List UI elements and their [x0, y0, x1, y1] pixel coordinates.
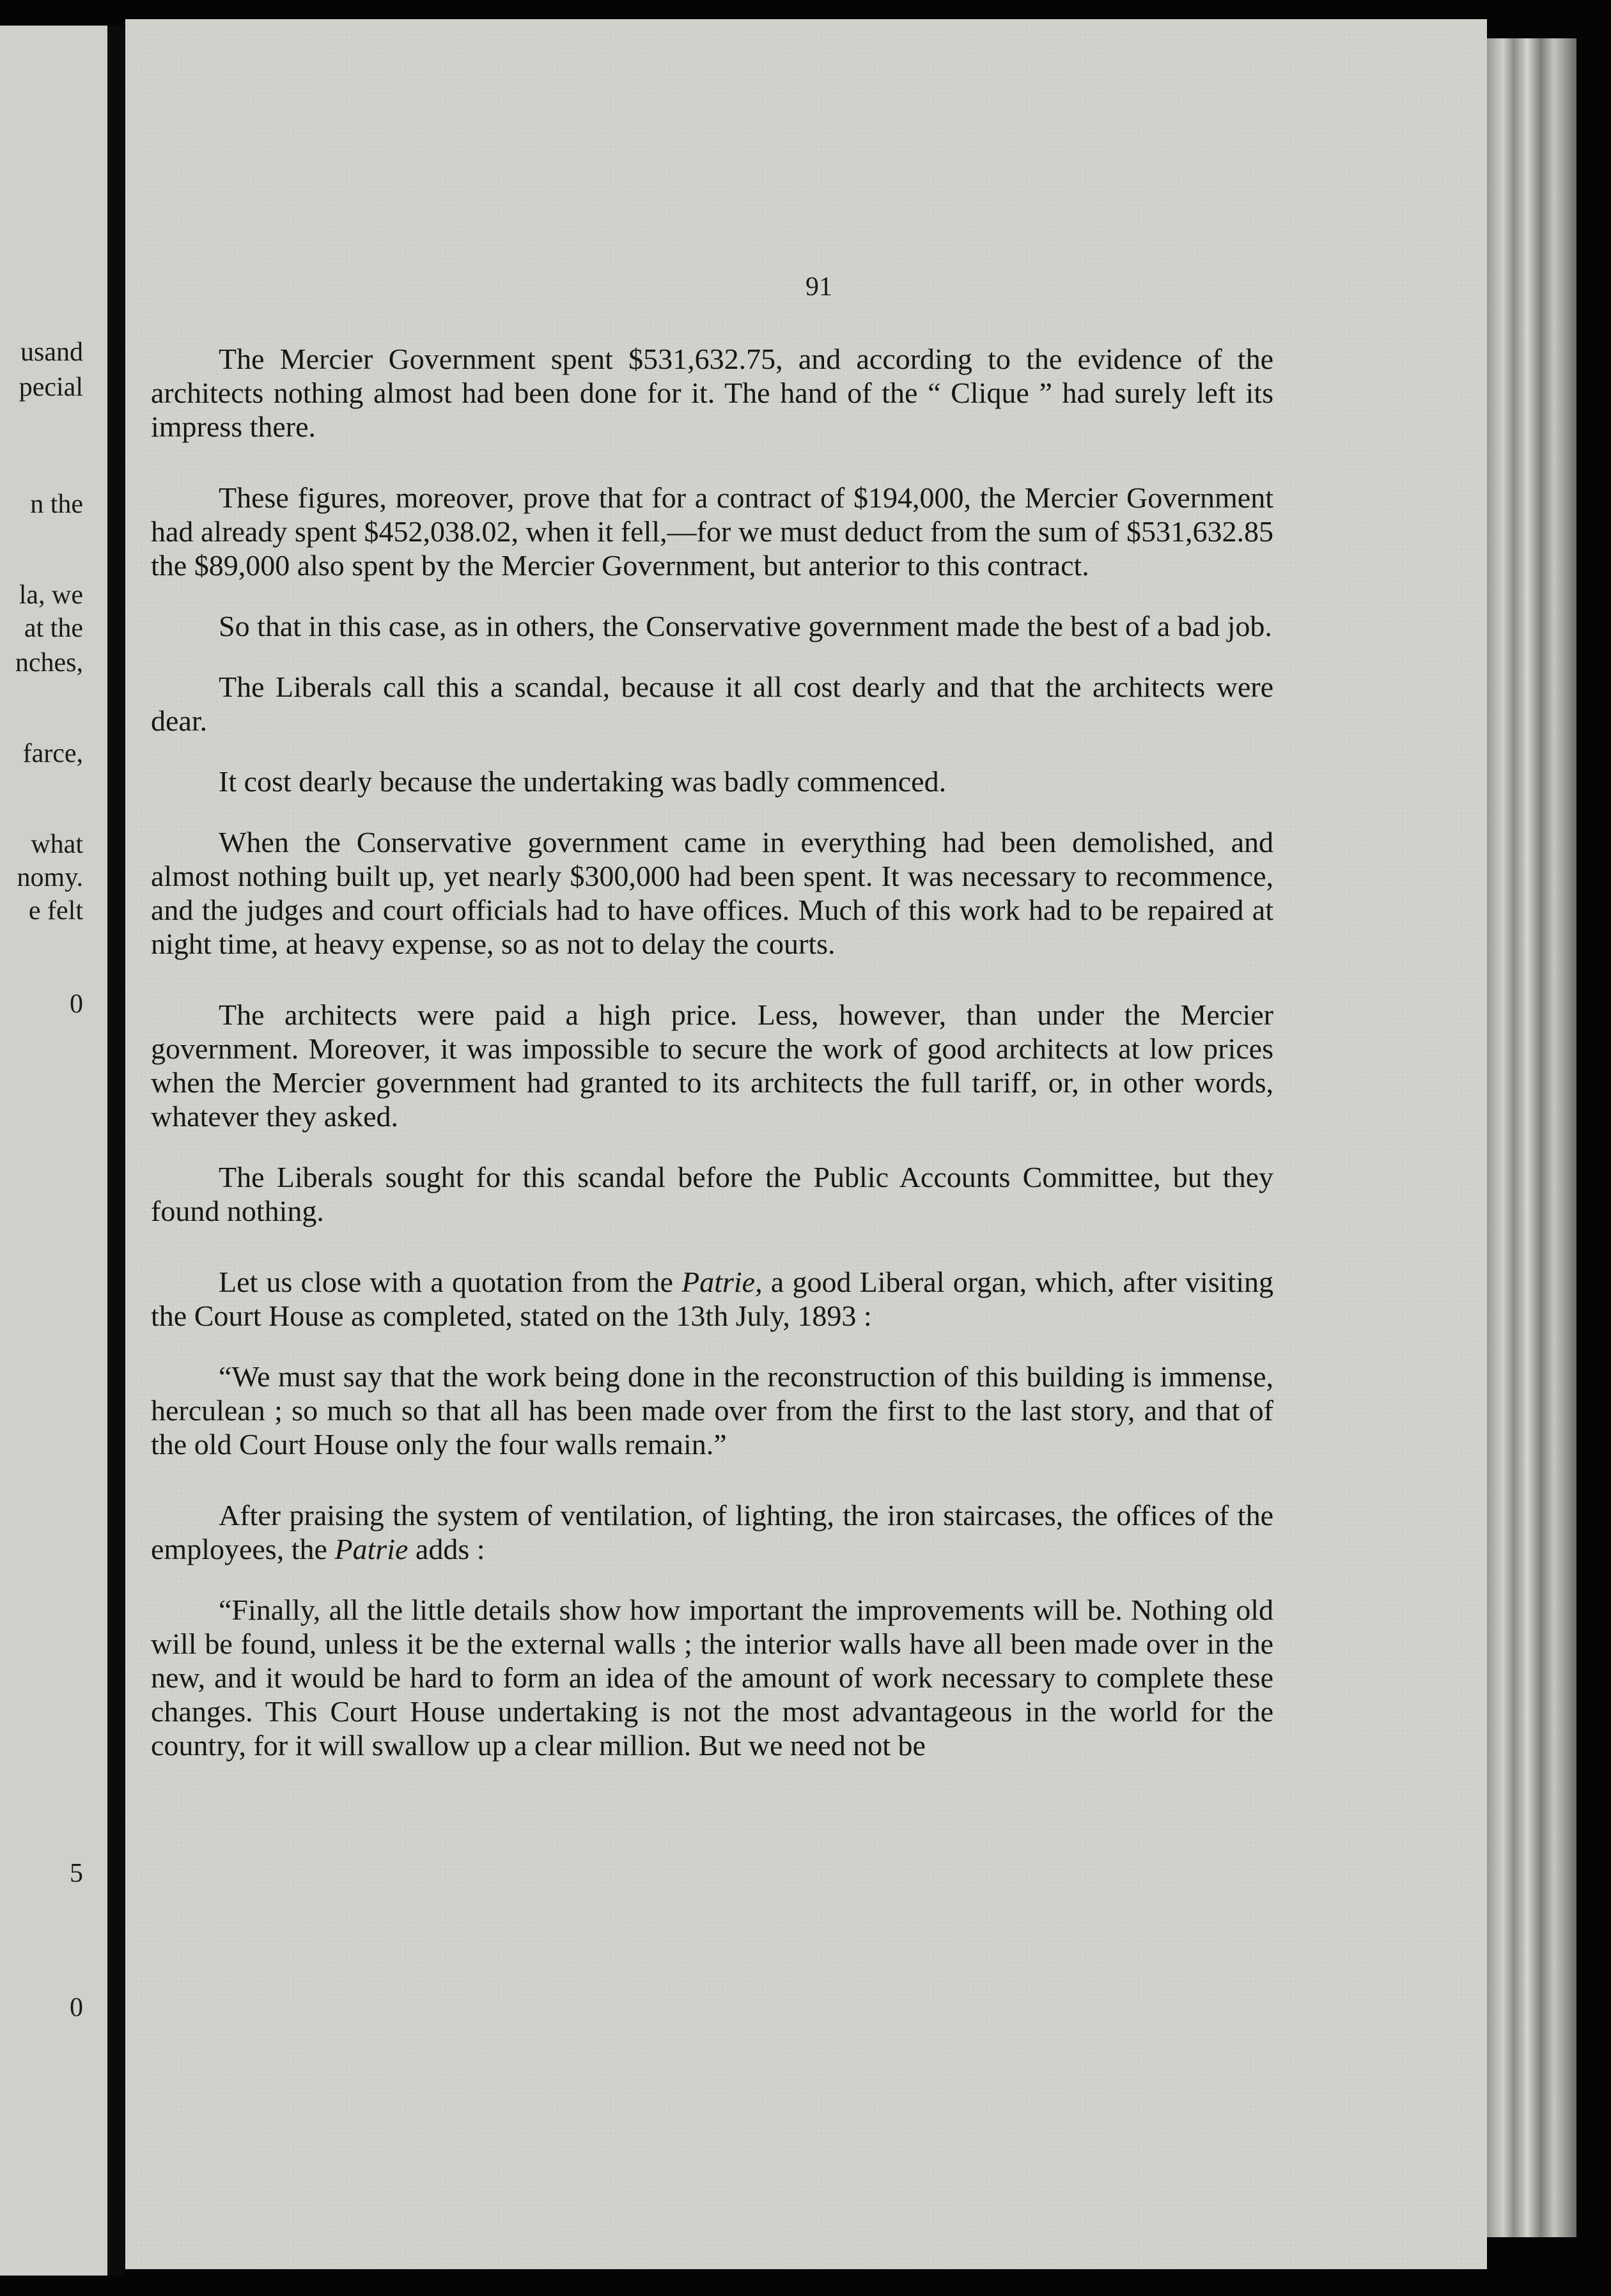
- left-fragment: farce,: [22, 739, 83, 768]
- left-fragment: at the: [24, 614, 83, 643]
- text-run: Let us close with a quotation from the: [219, 1266, 682, 1298]
- paragraph: The Mercier Government spent $531,632.75, and according to the evidence of the architects nothing almost had been done for it. The hand of the “ Clique ” had surely left its impress there.: [151, 343, 1273, 443]
- paragraph: It cost dearly because the undertaking was badly commenced.: [219, 765, 947, 798]
- paragraph: So that in this case, as in others, the Conservative government made the best of a bad job.: [219, 610, 1272, 642]
- paragraph: The architects were paid a high price. Less, however, than under the Mercier government. Moreover, it was impossible to secure the work of good architects at low prices when the Mercier government had granted to its architects the full tariff, or, in other words, whatever they asked.: [151, 998, 1273, 1133]
- left-fragment: n the: [30, 490, 83, 519]
- quotation-intro-paragraph: [151, 1265, 1273, 1333]
- left-fragment: 5: [70, 1859, 83, 1888]
- left-fragment: e felt: [28, 896, 83, 926]
- text-run: a good Liberal organ, which, after visiting the Court House as completed, stated on the 13th July, 1893 :: [151, 1266, 1273, 1332]
- book-page: [125, 19, 1487, 2269]
- text-run: After praising the system of ventilation, of lighting, the iron staircases, the offices of the employees, the: [151, 1499, 1273, 1565]
- paragraph: The Liberals sought for this scandal before the Public Accounts Committee, but they found nothing.: [151, 1161, 1273, 1227]
- left-facing-page: [0, 26, 107, 2276]
- quotation-paragraph: “We must say that the work being done in the reconstruction of this building is immense, herculean ; so much so that all has been made over from the first to the last story, and that of the old Court House only the four walls remain.”: [151, 1360, 1273, 1461]
- left-fragment: usand: [20, 337, 83, 367]
- left-fragment: nches,: [15, 648, 83, 678]
- left-fragment: 0: [70, 989, 83, 1019]
- newspaper-title: Patrie: [334, 1533, 409, 1565]
- left-fragment: la, we: [19, 580, 83, 610]
- left-fragment: nomy.: [17, 863, 83, 892]
- page-stack-edge: [1487, 38, 1576, 2237]
- newspaper-title: Patrie,: [681, 1266, 763, 1298]
- left-fragment: 0: [70, 1993, 83, 2022]
- left-fragment: what: [31, 830, 83, 859]
- paragraph: These figures, moreover, prove that for a contract of $194,000, the Mercier Government had already spent $452,038.02, when it fell,—for we must deduct from the sum of $531,632.85 the $89,000 also spent by the Mercier Government, but anterior to this contract.: [151, 481, 1273, 582]
- book-gutter: [107, 26, 125, 2276]
- paragraph: [151, 1498, 1273, 1566]
- text-run: adds :: [408, 1533, 485, 1565]
- paragraph: The Liberals call this a scandal, because it all cost dearly and that the architects were dear.: [151, 671, 1273, 737]
- page-number: 91: [805, 272, 832, 302]
- left-fragment: pecial: [19, 373, 83, 402]
- quotation-paragraph: “Finally, all the little details show how important the improvements will be. Nothing old will be found, unless it be the external walls ; the interior walls have all been made over in the new, and it would be hard to form an idea of the amount of work necessary to complete these changes. This Court House undertaking is not the most advantageous in the world for the country, for it will swallow up a clear million. But we need not be: [151, 1594, 1273, 1762]
- paragraph: When the Conservative government came in everything had been demolished, and almost nothing built up, yet nearly $300,000 had been spent. It was necessary to recommence, and the judges and court officials had to have offices. Much of this work had to be repaired at night time, at heavy expense, so as not to delay the courts.: [151, 826, 1273, 960]
- page-body: [151, 342, 1273, 1789]
